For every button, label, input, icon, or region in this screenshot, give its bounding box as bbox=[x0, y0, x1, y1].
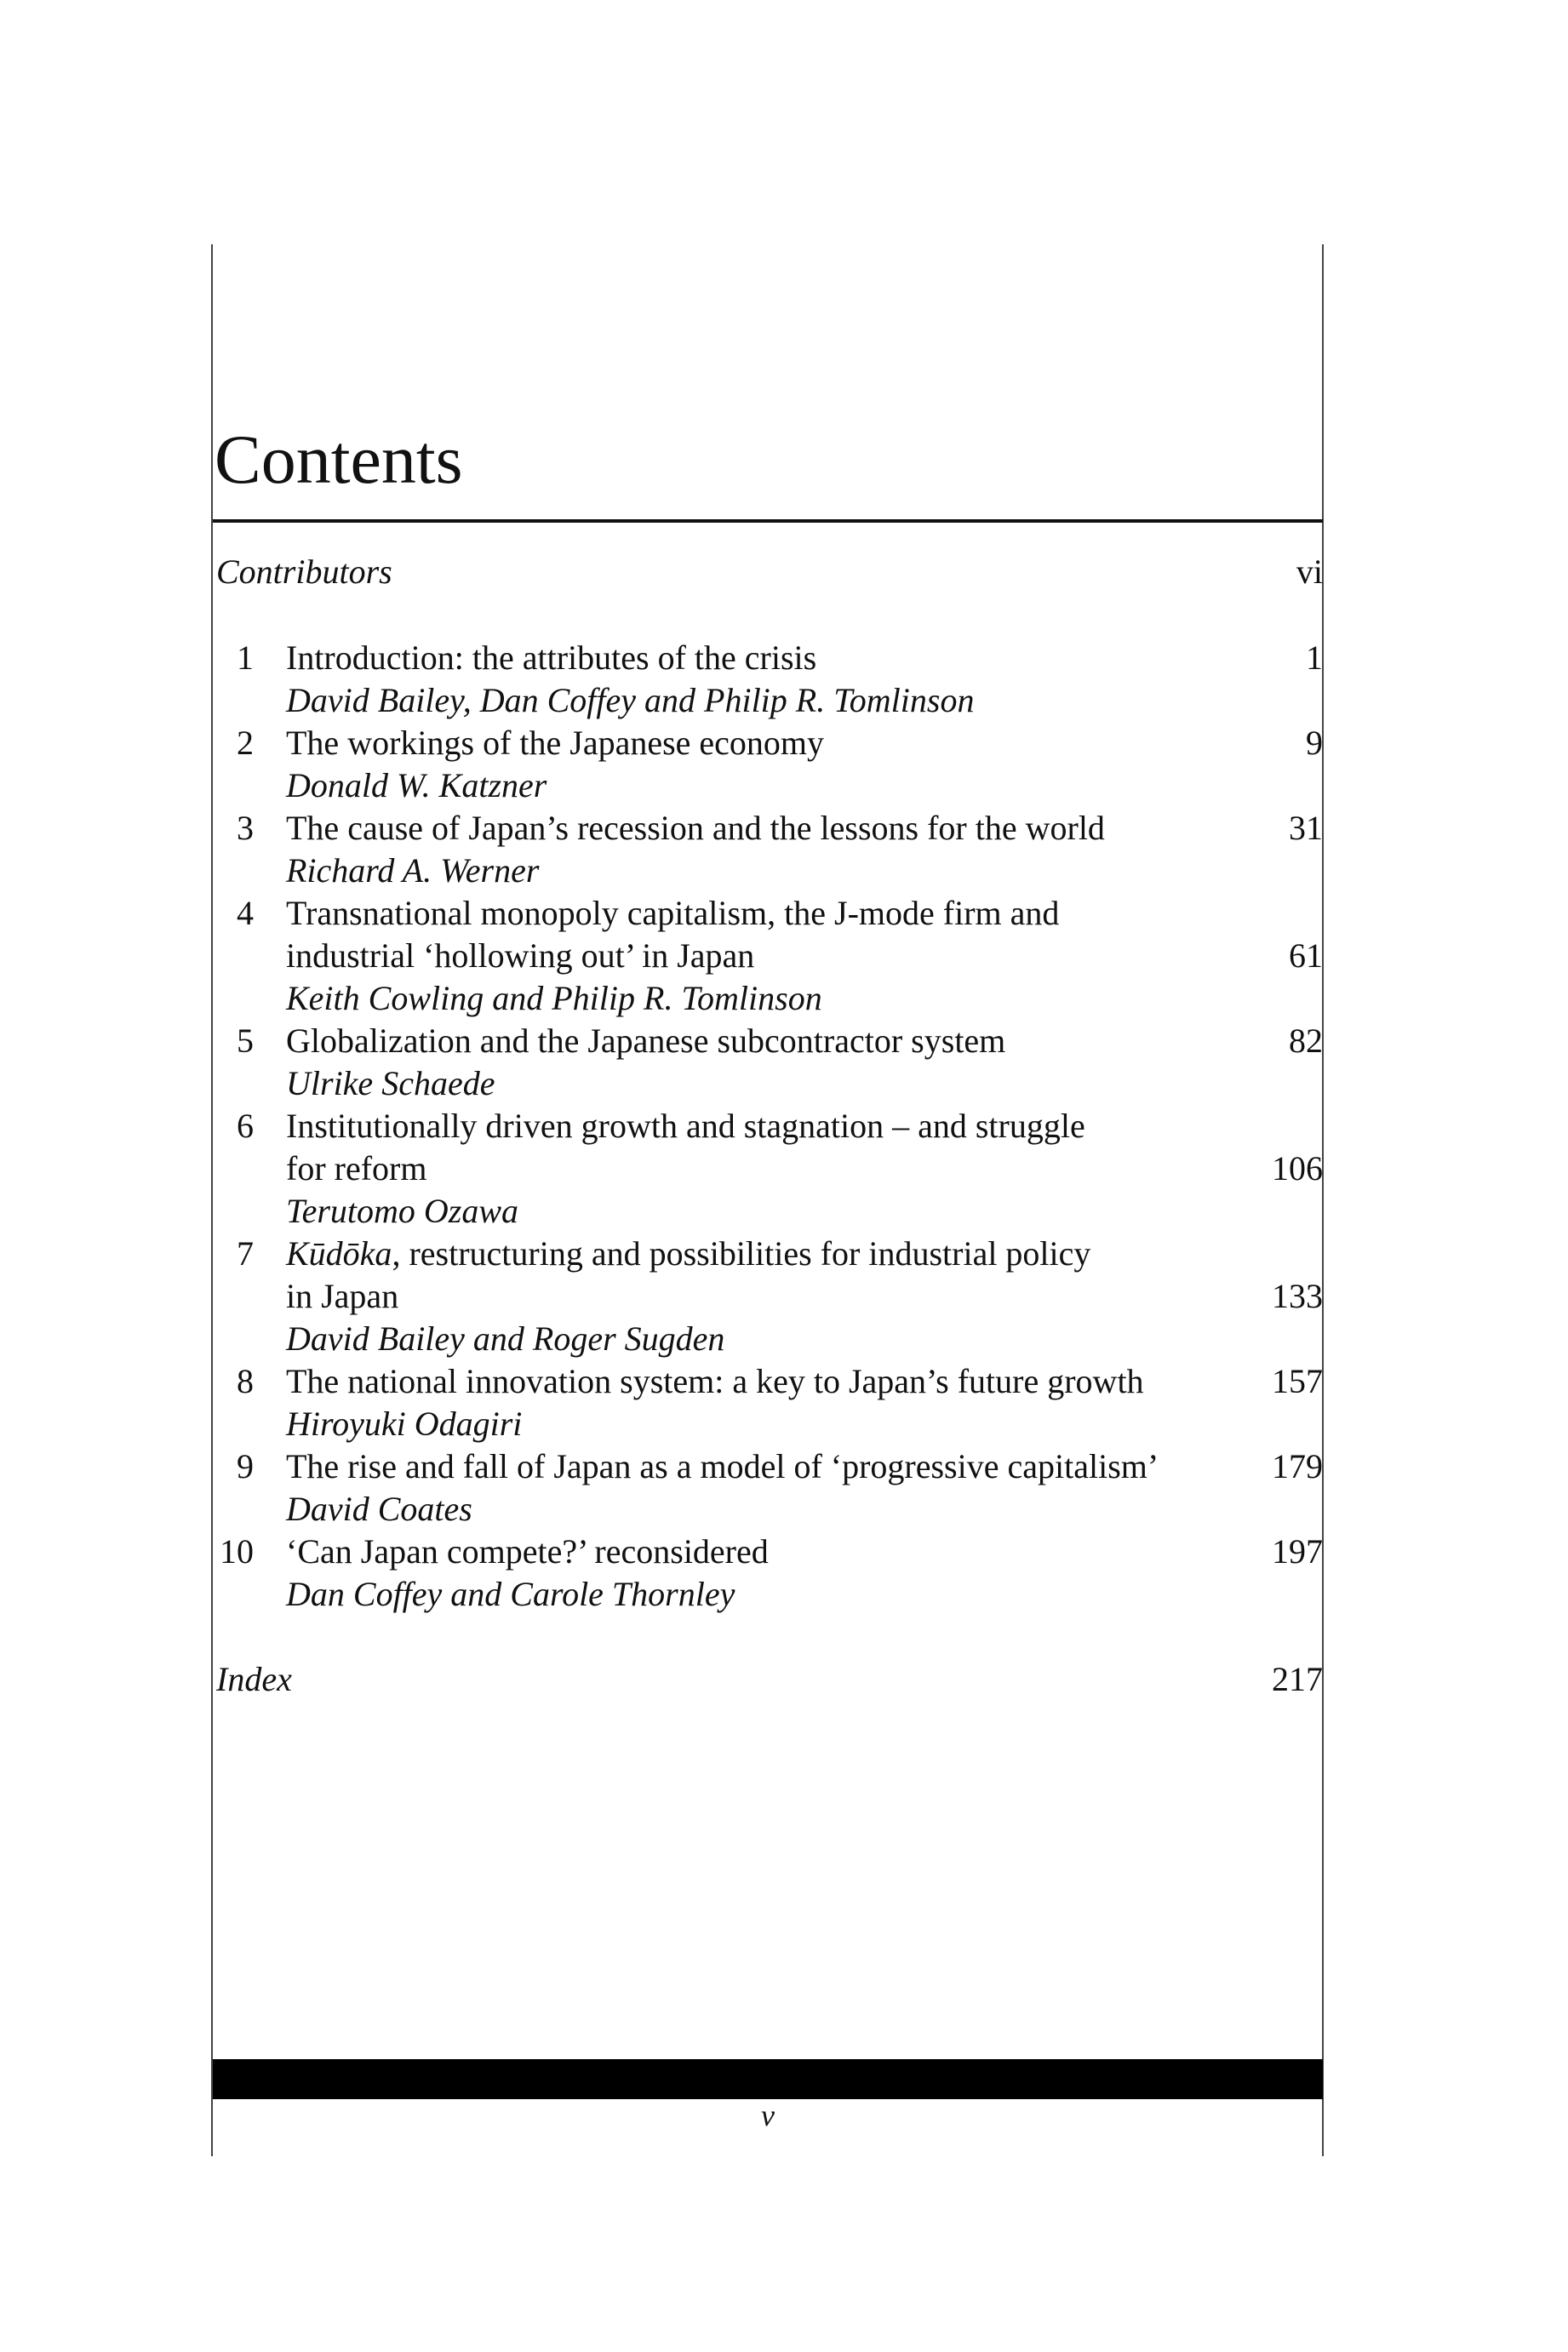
chapter-8-title: The national innovation system: a key to Japan’s future growth bbox=[286, 1362, 1144, 1400]
chapter-3-number: 3 bbox=[237, 809, 254, 847]
chapter-5-page: 82 bbox=[1289, 1021, 1323, 1060]
chapter-1-authors: David Bailey, Dan Coffey and Philip R. Tomlinson bbox=[286, 681, 975, 719]
index-page: 217 bbox=[1272, 1660, 1323, 1698]
chapter-7-title-italic: Kūdōka bbox=[286, 1234, 392, 1273]
chapter-7-number: 7 bbox=[237, 1234, 254, 1273]
chapter-8-authors-row bbox=[213, 1403, 1323, 1445]
chapter-3-title-row bbox=[213, 807, 1323, 850]
chapter-2-authors: Donald W. Katzner bbox=[286, 766, 547, 804]
chapter-9-authors: David Coates bbox=[286, 1490, 472, 1528]
chapter-3-authors-row bbox=[213, 850, 1323, 892]
chapter-9-authors-row bbox=[213, 1488, 1323, 1531]
chapter-7-title-row-2 bbox=[213, 1275, 1323, 1318]
chapter-3-page: 31 bbox=[1289, 809, 1323, 847]
chapter-7-authors-row bbox=[213, 1318, 1323, 1360]
chapter-4-page: 61 bbox=[1289, 936, 1323, 975]
chapter-10-page: 197 bbox=[1272, 1532, 1323, 1571]
chapter-9-title: The rise and fall of Japan as a model of ‘progressive capitalism’ bbox=[286, 1447, 1159, 1485]
chapter-4-title-row-2 bbox=[213, 935, 1323, 977]
chapter-5-title: Globalization and the Japanese subcontractor system bbox=[286, 1021, 1006, 1060]
chapter-7-authors: David Bailey and Roger Sugden bbox=[286, 1319, 725, 1358]
chapter-4-title-line-1: Transnational monopoly capitalism, the J-mode firm and bbox=[286, 894, 1060, 932]
index-label: Index bbox=[216, 1660, 292, 1698]
chapter-10-title-row bbox=[213, 1531, 1323, 1573]
chapter-1-number: 1 bbox=[237, 638, 254, 677]
chapter-2-number: 2 bbox=[237, 724, 254, 762]
chapter-10-authors-row bbox=[213, 1573, 1323, 1616]
chapter-5-authors: Ulrike Schaede bbox=[286, 1064, 495, 1102]
contributors-label: Contributors bbox=[216, 552, 392, 591]
chapter-4-number: 4 bbox=[237, 894, 254, 932]
chapter-6-authors-row bbox=[213, 1190, 1323, 1233]
chapter-9-number: 9 bbox=[237, 1447, 254, 1485]
chapter-7-title-line-2: in Japan bbox=[286, 1277, 399, 1315]
chapter-5-title-row bbox=[213, 1020, 1323, 1062]
chapter-3-authors: Richard A. Werner bbox=[286, 851, 540, 890]
chapter-3-title: The cause of Japan’s recession and the lessons for the world bbox=[286, 809, 1105, 847]
page-folio: v bbox=[761, 2098, 775, 2132]
chapter-5-authors-row bbox=[213, 1062, 1323, 1105]
chapter-6-number: 6 bbox=[237, 1107, 254, 1145]
chapter-6-title-row-2 bbox=[213, 1147, 1323, 1190]
chapter-7-title-row bbox=[213, 1233, 1323, 1275]
chapter-10-title: ‘Can Japan compete?’ reconsidered bbox=[286, 1532, 769, 1571]
chapter-1-authors-row bbox=[213, 679, 1323, 722]
chapter-10-authors: Dan Coffey and Carole Thornley bbox=[286, 1575, 735, 1613]
chapter-6-title-line-1: Institutionally driven growth and stagnation – and struggle bbox=[286, 1107, 1085, 1145]
chapter-7-title-line-1 bbox=[286, 1233, 1090, 1275]
chapter-4-authors-row bbox=[213, 977, 1323, 1020]
chapter-4-title-line-2: industrial ‘hollowing out’ in Japan bbox=[286, 936, 755, 975]
chapter-8-page: 157 bbox=[1272, 1362, 1323, 1400]
chapter-1-title-row bbox=[213, 637, 1323, 679]
chapter-8-title-row bbox=[213, 1360, 1323, 1403]
chapter-4-authors: Keith Cowling and Philip R. Tomlinson bbox=[286, 979, 822, 1017]
chapter-2-title: The workings of the Japanese economy bbox=[286, 724, 825, 762]
chapter-4-title-row bbox=[213, 892, 1323, 935]
chapter-10-number: 10 bbox=[220, 1532, 254, 1571]
page-title: Contents bbox=[215, 421, 463, 498]
contributors-page: vi bbox=[1296, 552, 1323, 591]
chapter-9-page: 179 bbox=[1272, 1447, 1323, 1485]
chapter-2-page: 9 bbox=[1306, 724, 1323, 762]
footer-bar bbox=[213, 2059, 1323, 2099]
chapter-2-authors-row bbox=[213, 764, 1323, 807]
chapter-1-title: Introduction: the attributes of the crisis bbox=[286, 638, 817, 677]
contributors-entry bbox=[213, 551, 1323, 593]
chapter-8-authors: Hiroyuki Odagiri bbox=[286, 1405, 523, 1443]
chapter-1-page: 1 bbox=[1306, 638, 1323, 677]
chapter-7-page: 133 bbox=[1272, 1277, 1323, 1315]
title-rule bbox=[213, 519, 1323, 523]
chapter-6-title-row bbox=[213, 1105, 1323, 1147]
chapter-8-number: 8 bbox=[237, 1362, 254, 1400]
chapter-5-number: 5 bbox=[237, 1021, 254, 1060]
chapter-6-page: 106 bbox=[1272, 1149, 1323, 1187]
chapter-9-title-row bbox=[213, 1445, 1323, 1488]
chapter-6-authors: Terutomo Ozawa bbox=[286, 1192, 519, 1230]
chapter-2-title-row bbox=[213, 722, 1323, 764]
index-entry bbox=[213, 1658, 1323, 1701]
chapter-6-title-line-2: for reform bbox=[286, 1149, 427, 1187]
chapter-7-title-rest: , restructuring and possibilities for industrial policy bbox=[392, 1234, 1091, 1273]
